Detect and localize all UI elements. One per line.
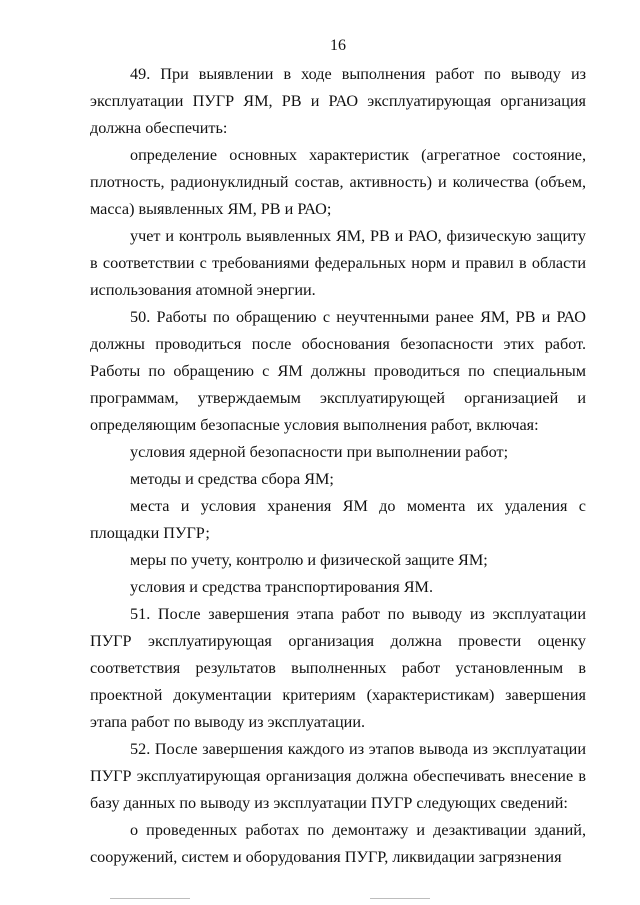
list-item-collection-methods: методы и средства сбора ЯМ; (130, 470, 334, 488)
document-body (90, 61, 586, 871)
list-item-transportation: условия и средства транспортирования ЯМ. (130, 578, 433, 596)
list-item-storage-conditions: места и условия хранения ЯМ до момента их удаления с площадки ПУГР; (90, 497, 586, 542)
paragraph-50: 50. Работы по обращению с неучтенными ранее ЯМ, РВ и РАО должны проводиться после обоснования безопасности этих работ. Работы по обращению с ЯМ должны проводиться по специальным программам, утверждаемым эксплуатирующей организацией и определяющим безопасные условия выполнения работ, включая: (90, 308, 586, 434)
scan-artifact-line (110, 898, 190, 899)
paragraph-51: 51. После завершения этапа работ по выводу из эксплуатации ПУГР эксплуатирующая организация должна провести оценку соответствия результатов выполненных работ установленным в проектной документации критериям (характеристикам) завершения этапа работ по выводу из эксплуатации. (90, 605, 586, 731)
list-item-nuclear-safety: условия ядерной безопасности при выполнении работ; (130, 443, 509, 461)
paragraph-49: 49. При выявлении в ходе выполнения работ по выводу из эксплуатации ПУГР ЯМ, РВ и РАО эксплуатирующая организация должна обеспечить: (90, 65, 586, 137)
scan-artifact-line (370, 898, 430, 899)
paragraph-52: 52. После завершения каждого из этапов вывода из эксплуатации ПУГР эксплуатирующая организация должна обеспечивать внесение в базу данных по выводу из эксплуатации ПУГР следующих сведений: (90, 740, 586, 812)
list-item-completed-works: о проведенных работах по демонтажу и дезактивации зданий, сооружений, систем и оборудования ПУГР, ликвидации загрязнения (90, 821, 586, 866)
list-item-protection-measures: меры по учету, контролю и физической защите ЯМ; (130, 551, 488, 569)
list-item-characteristics: определение основных характеристик (агрегатное состояние, плотность, радионуклидный состав, активность) и количества (объем, масса) выявленных ЯМ, РВ и РАО; (90, 146, 586, 218)
page-number: 16 (330, 37, 346, 54)
list-item-accounting-control: учет и контроль выявленных ЯМ, РВ и РАО, физическую защиту в соответствии с требованиями федеральных норм и правил в области использования атомной энергии. (90, 227, 586, 299)
